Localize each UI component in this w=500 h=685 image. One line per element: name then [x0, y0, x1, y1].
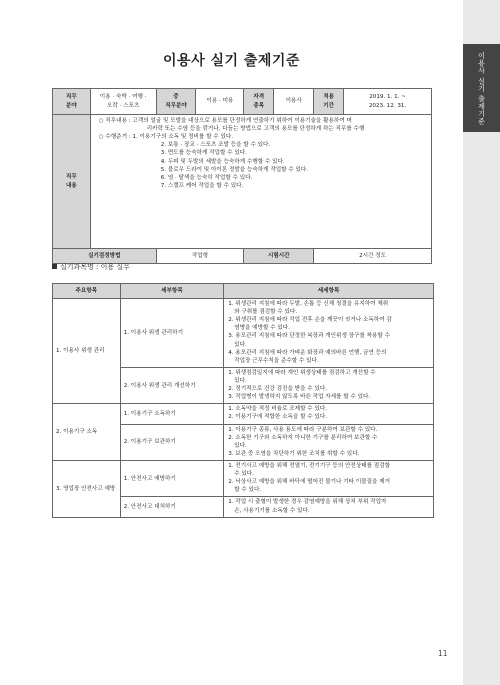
header-major: 주요항목 — [53, 284, 121, 299]
side-tab — [463, 0, 500, 685]
period-value: 2019. 1. 1. ~ 2023. 12. 31. — [344, 89, 432, 115]
major-item: 1. 이용사 위생 관리 — [53, 299, 121, 404]
detail-line: 2. 정기적으로 건강 검진을 받을 수 있다. — [228, 386, 328, 393]
content-line: 5. 블로우 드라이 및 아이론 정발을 능숙하게 작업할 수 있다. — [160, 166, 309, 173]
content-line: 리카락 또는 수염 등을 깎거나, 다듬는 방법으로 고객의 용모를 단정하게 하는 직무를 수행 — [146, 126, 365, 133]
detail-line: 1. 이용기구 종류, 사용 용도에 따라 구분하여 보관할 수 있다. — [228, 426, 378, 433]
detail-line: 있다. — [234, 442, 247, 449]
side-tab-block — [463, 44, 500, 132]
detail-line: 있다. — [234, 341, 247, 348]
detail-items — [224, 404, 434, 424]
detail-line: 2. 이용기구에 적합한 소독을 할 수 있다. — [228, 414, 328, 421]
content-label: 직무 내용 — [53, 115, 91, 249]
detail-line: 작업장 근무수칙을 준수할 수 있다. — [234, 357, 319, 364]
side-tab-label: 이용사 실기 출제기준 — [477, 51, 486, 125]
mid-field-label: 중 직무분야 — [156, 89, 196, 115]
content-line: 2. 보통 · 장교 · 스포츠 조발 등을 할 수 있다. — [160, 142, 271, 149]
major-item: 2. 이용기구 소독 — [53, 404, 121, 461]
detail-line: 수 있다. — [234, 471, 254, 478]
detail-items — [224, 299, 434, 368]
detail-line: 와 구취를 점검할 수 있다. — [234, 309, 298, 316]
mid-field-value: 이용 · 미용 — [196, 89, 244, 115]
content-line: ○ 직무내용 : 고객의 얼굴 및 모발을 대상으로 용모를 단정하게 연출하기 위하여 이용기술을 활용하여 머 — [98, 118, 352, 124]
detail-line: 할 수 있다. — [234, 487, 262, 494]
exam-items-table — [52, 283, 434, 518]
sub-item: 1. 이용사 위생 관리하기 — [120, 299, 224, 368]
detail-line: 3. 작업병이 발생하지 않도록 바른 작업 자세를 할 수 있다. — [228, 394, 371, 401]
content-line: 4. 두피 및 두발의 세발을 능숙하게 수행할 수 있다. — [160, 158, 285, 165]
method-value: 작업형 — [156, 249, 244, 264]
header-detail: 세세항목 — [224, 284, 434, 299]
header-sub: 세부항목 — [120, 284, 224, 299]
detail-items — [224, 424, 434, 460]
table-row — [53, 299, 434, 368]
period-label: 적용 기간 — [314, 89, 344, 115]
detail-line: 염병을 예방할 수 있다. — [234, 325, 290, 332]
detail-line: 2. 위생관리 지침에 따라 작업 전후 손을 깨끗이 씻거나 소독하여 감 — [228, 317, 392, 324]
major-item: 3. 영업장 안전사고 예방 — [53, 460, 121, 517]
sub-item: 1. 이용기구 소독하기 — [120, 404, 224, 424]
field-label: 직무 분야 — [53, 89, 91, 115]
cert-value: 이용사 — [274, 89, 314, 115]
content-line: ○ 수행준거 : 1. 이용기구의 소독 및 정비를 할 수 있다. — [98, 134, 234, 141]
info-table — [52, 88, 432, 264]
detail-line: 1. 전기사고 예방을 위해 전열기, 전기기구 등의 안전상태를 점검할 — [228, 462, 391, 469]
sub-item: 2. 이용기구 보관하기 — [120, 424, 224, 460]
detail-line: 1. 소독약을 적정 비율로 조제할 수 있다. — [228, 406, 328, 413]
field-value: 이용 · 숙박 · 여행 · 오락 · 스포츠 — [90, 89, 156, 115]
detail-line: 3. 보관 중 오염을 차단하기 위한 조치를 취할 수 있다. — [228, 450, 360, 457]
detail-line: 1. 위생점검일지에 따라 개인 위생상태를 점검하고 개선할 수 — [228, 369, 376, 376]
detail-line: 4. 용모관리 지침에 따라 가벼운 화장과 예의바른 언행, 금연 등의 — [228, 349, 387, 356]
method-label: 실기검정방법 — [53, 249, 157, 264]
detail-line: 3. 용모관리 지침에 따라 단정한 복장과 개인위생 장구를 착용할 수 — [228, 333, 391, 340]
detail-line: 2. 소독한 기구와 소독하지 아니한 기구를 분리하여 보관할 수 — [228, 434, 378, 441]
table-row — [53, 404, 434, 424]
content-text — [90, 115, 431, 249]
content-line: 7. 스캘프 케어 작업을 할 수 있다. — [160, 182, 244, 189]
detail-line: 2. 낙상사고 예방을 위해 바닥에 떨어진 물기나 기타 이물질을 제거 — [228, 479, 391, 486]
detail-line: 1. 작업 시 출혈이 발생한 경우 감염예방을 위해 상처 부위 작업자 — [228, 499, 387, 506]
time-label: 시험시간 — [244, 249, 314, 264]
detail-line: 1. 위생관리 지침에 따라 두발, 손톱 등 신체 청결을 유지하여 체취 — [228, 301, 389, 307]
cert-label: 자격 종목 — [244, 89, 274, 115]
square-bullet-icon — [52, 264, 57, 269]
sub-item: 2. 이용사 위생 관리 개선하기 — [120, 367, 224, 403]
detail-items — [224, 497, 434, 517]
detail-items — [224, 367, 434, 403]
detail-line: 있다. — [234, 377, 247, 384]
time-value: 2시간 정도 — [314, 249, 432, 264]
content-line: 3. 면도를 능숙하게 작업할 수 있다. — [160, 150, 247, 157]
sub-item: 1. 안전사고 예방하기 — [120, 460, 224, 496]
content-line: 6. 염 · 탈색을 능숙히 작업할 수 있다. — [160, 174, 253, 181]
detail-line: 손, 사용기기를 소독할 수 있다. — [234, 507, 310, 514]
section-heading: 실기과목명 : 이용 실무 — [52, 262, 130, 272]
page-title: 이용사 실기 출제기준 — [163, 53, 300, 69]
table-row — [53, 460, 434, 496]
sub-item: 2. 안전사고 대처하기 — [120, 497, 224, 517]
detail-items — [224, 460, 434, 496]
page-number: 11 — [438, 649, 448, 658]
